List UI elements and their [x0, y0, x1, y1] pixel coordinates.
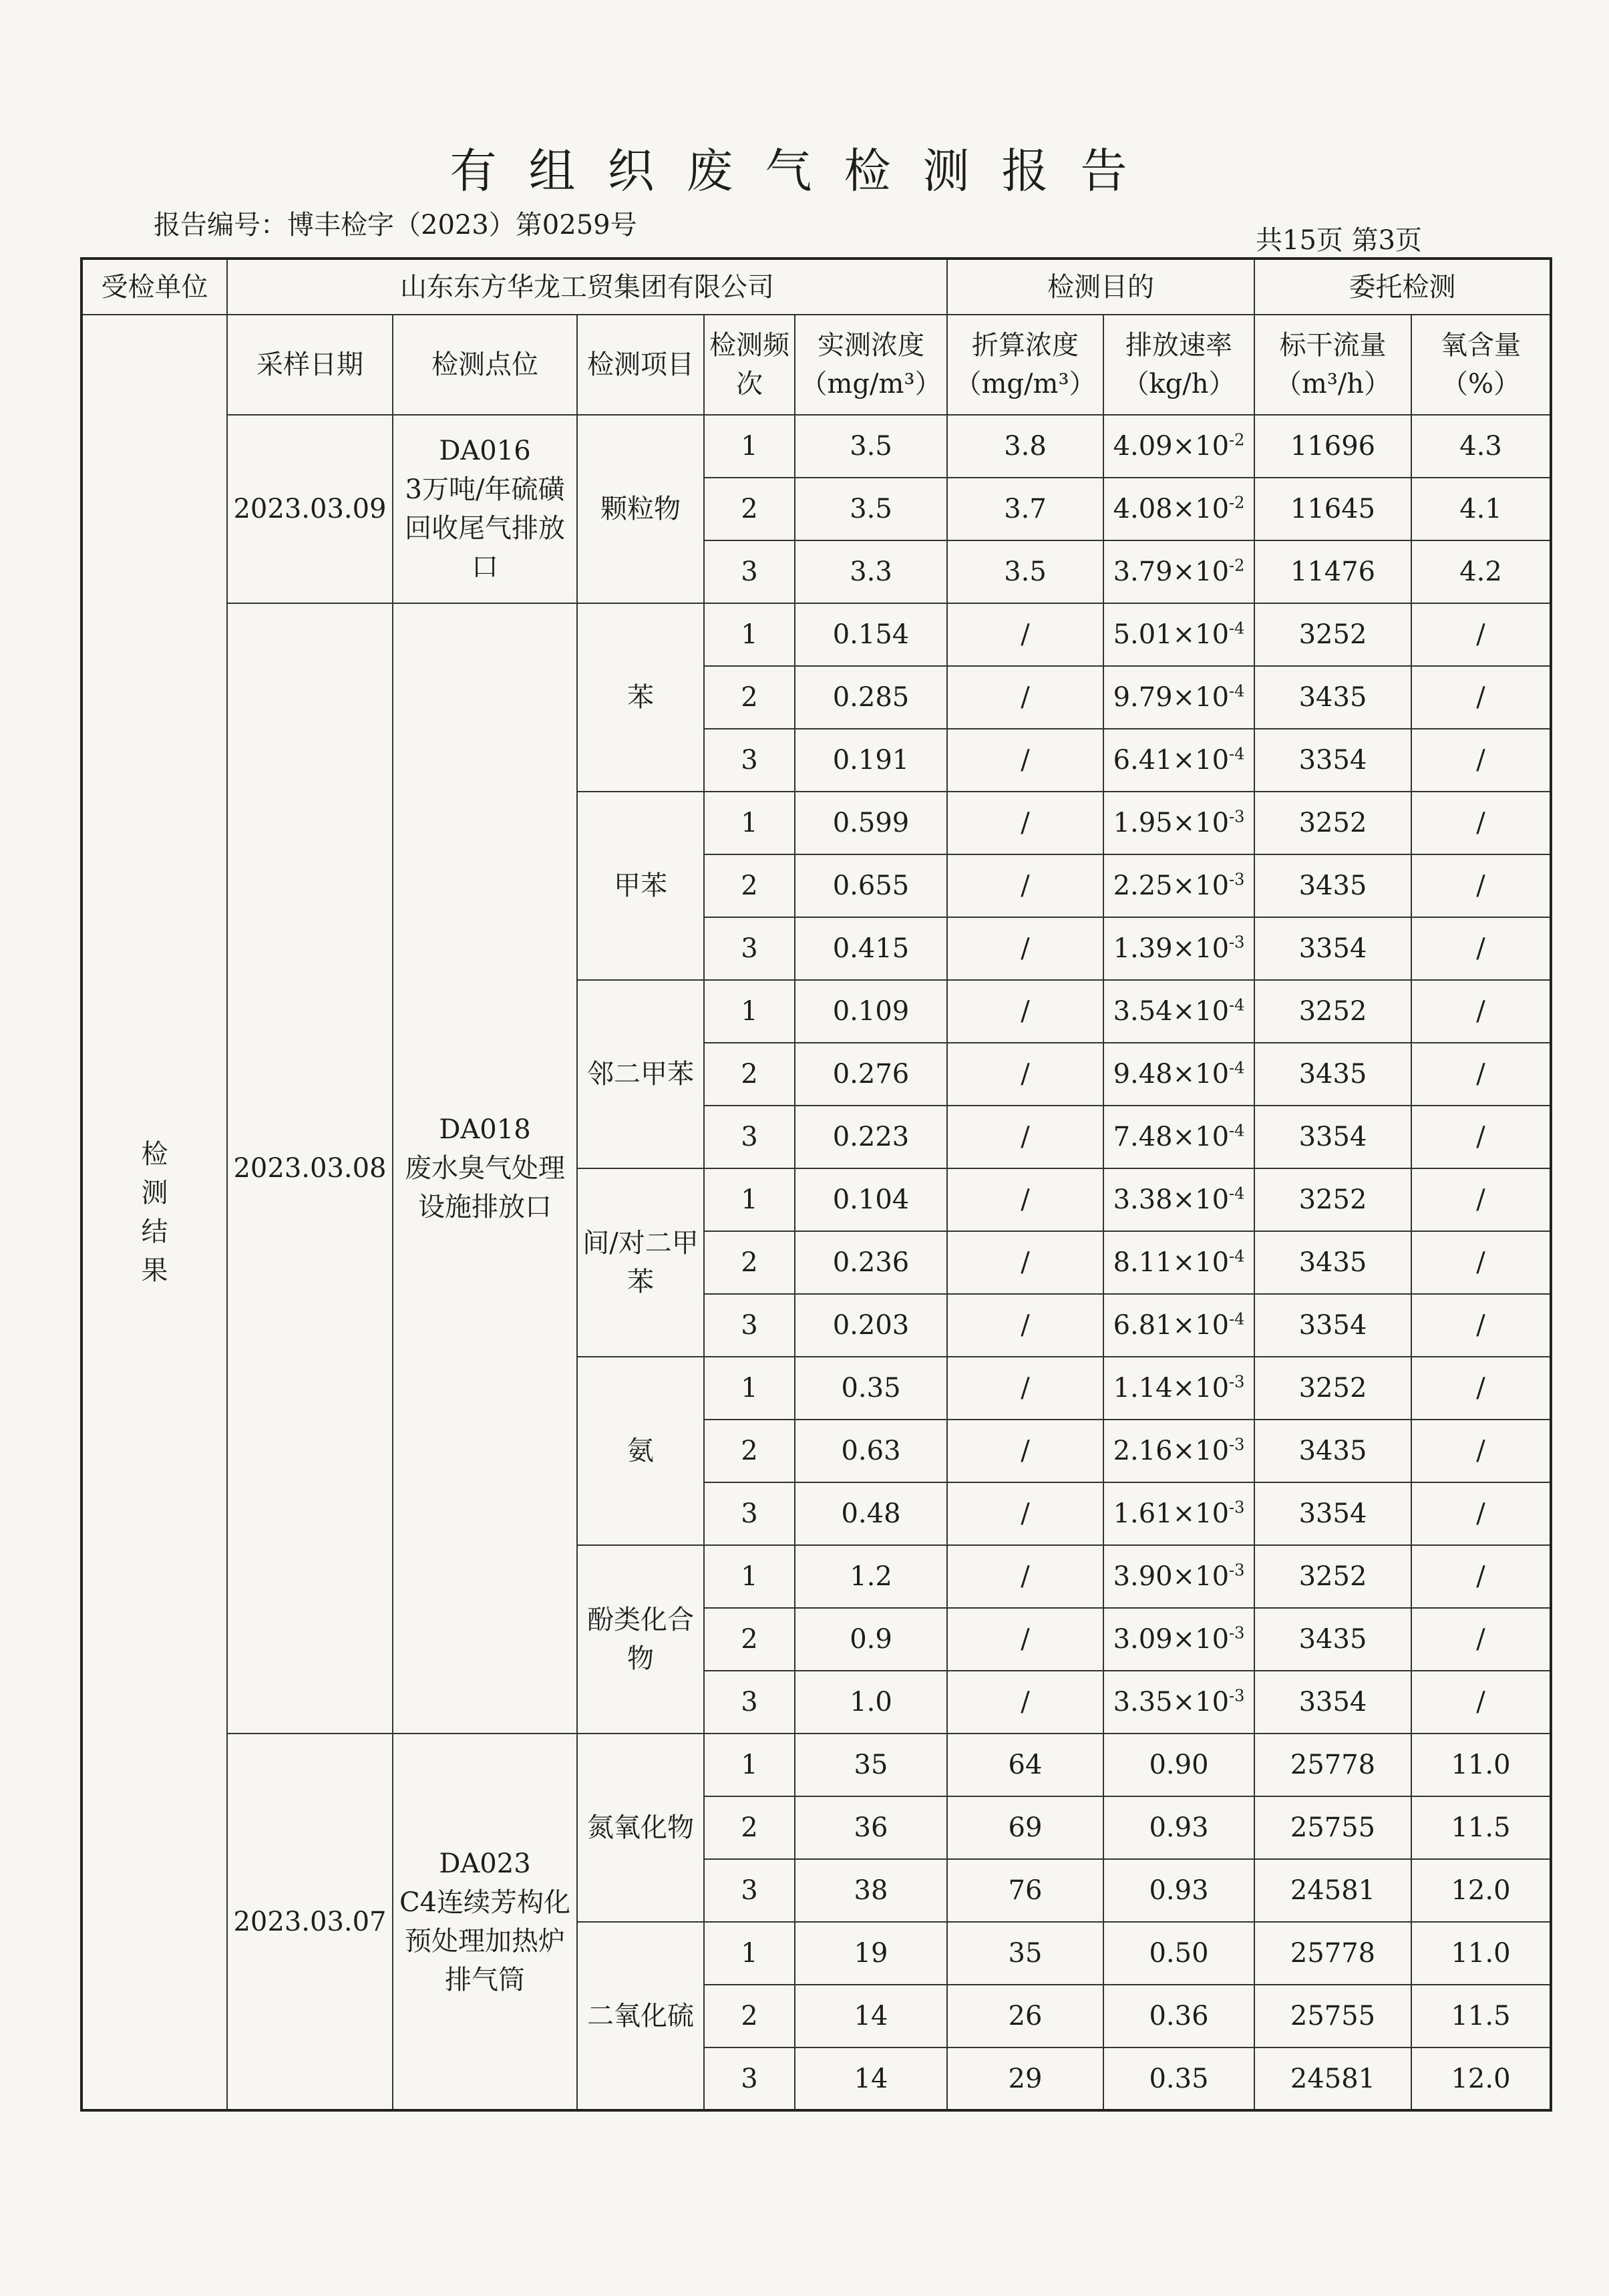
rate-exponent: -4	[1229, 1121, 1245, 1140]
col-flow: 标干流量 （m³/h）	[1254, 315, 1411, 415]
measured-cell: 0.63	[795, 1420, 947, 1482]
rate-exponent: -3	[1229, 1686, 1245, 1705]
rate-times: ×10	[1172, 1059, 1230, 1090]
test-item: 间/对二甲苯	[577, 1168, 704, 1357]
flow-cell: 3354	[1254, 1482, 1411, 1545]
rate-exponent: -3	[1229, 1561, 1245, 1580]
rate-exponent: -2	[1229, 493, 1245, 512]
freq-cell: 3	[704, 917, 795, 980]
rate-times: ×10	[1172, 494, 1230, 524]
rate-base: 5.01	[1113, 619, 1173, 650]
rate-base: 2.16	[1113, 1436, 1173, 1466]
flow-cell: 3435	[1254, 1420, 1411, 1482]
freq-cell: 2	[704, 1420, 795, 1482]
rate-exponent: -3	[1229, 1435, 1245, 1454]
rate-times: ×10	[1172, 996, 1230, 1027]
flow-cell: 3354	[1254, 1671, 1411, 1734]
flow-cell: 3435	[1254, 1231, 1411, 1294]
page-info: 共15页 第3页	[1256, 225, 1423, 256]
freq-cell: 3	[704, 540, 795, 603]
freq-cell: 1	[704, 1734, 795, 1796]
measured-cell: 0.223	[795, 1106, 947, 1168]
oxygen-cell: /	[1411, 603, 1551, 666]
rate-base: 0.93	[1149, 1875, 1209, 1906]
results-table	[80, 257, 1552, 2112]
sample-point-line: 废水臭气处理设施排放口	[405, 1153, 565, 1222]
sample-date: 2023.03.08	[227, 603, 393, 1734]
measured-cell: 0.655	[795, 854, 947, 917]
rate-times: ×10	[1172, 431, 1230, 462]
converted-cell: /	[947, 917, 1103, 980]
converted-cell: /	[947, 1106, 1103, 1168]
report-number: 报告编号：博丰检字（2023）第0259号	[154, 210, 637, 240]
rate-times: ×10	[1172, 1247, 1230, 1278]
rate-cell	[1103, 1922, 1254, 1985]
oxygen-cell: /	[1411, 1106, 1551, 1168]
rate-base: 8.11	[1113, 1247, 1173, 1278]
measured-cell: 0.191	[795, 729, 947, 792]
sample-point-line: DA018	[439, 1114, 531, 1145]
measured-cell: 3.5	[795, 415, 947, 478]
freq-cell: 3	[704, 1859, 795, 1922]
oxygen-cell: 11.0	[1411, 1734, 1551, 1796]
rate-cell	[1103, 1985, 1254, 2047]
flow-cell: 11476	[1254, 540, 1411, 603]
oxygen-cell: /	[1411, 854, 1551, 917]
rate-base: 1.39	[1113, 933, 1173, 964]
rate-cell	[1103, 1106, 1254, 1168]
converted-cell: /	[947, 666, 1103, 729]
table-row	[81, 1734, 1551, 1796]
measured-cell: 0.236	[795, 1231, 947, 1294]
col-measured-label: 实测浓度	[818, 330, 924, 361]
flow-cell: 3354	[1254, 917, 1411, 980]
purpose-value: 委托检测	[1254, 259, 1551, 315]
test-item: 苯	[577, 603, 704, 792]
oxygen-cell: 11.0	[1411, 1922, 1551, 1985]
rate-base: 1.95	[1113, 808, 1173, 838]
freq-cell: 1	[704, 1357, 795, 1420]
converted-cell: /	[947, 603, 1103, 666]
freq-cell: 1	[704, 415, 795, 478]
rate-times: ×10	[1172, 1498, 1230, 1529]
rate-exponent: -4	[1229, 1309, 1245, 1329]
rate-exponent: -4	[1229, 1058, 1245, 1078]
rate-base: 2.25	[1113, 870, 1173, 901]
rate-cell	[1103, 1420, 1254, 1482]
freq-cell: 3	[704, 2047, 795, 2110]
rate-times: ×10	[1172, 1184, 1230, 1215]
freq-cell: 2	[704, 1608, 795, 1671]
rate-times: ×10	[1172, 1436, 1230, 1466]
oxygen-cell: 4.1	[1411, 478, 1551, 540]
converted-cell: 64	[947, 1734, 1103, 1796]
freq-cell: 3	[704, 1106, 795, 1168]
flow-cell: 3435	[1254, 1608, 1411, 1671]
result-label-char: 结	[141, 1216, 168, 1247]
rate-cell	[1103, 1482, 1254, 1545]
col-oxygen: 氧含量 （%）	[1411, 315, 1551, 415]
freq-cell: 2	[704, 1985, 795, 2047]
rate-exponent: -4	[1229, 744, 1245, 764]
rate-cell	[1103, 478, 1254, 540]
freq-cell: 1	[704, 1168, 795, 1231]
flow-cell: 25778	[1254, 1734, 1411, 1796]
rate-base: 9.48	[1113, 1059, 1173, 1090]
rate-base: 4.08	[1113, 494, 1173, 524]
converted-cell: /	[947, 1482, 1103, 1545]
measured-cell: 3.5	[795, 478, 947, 540]
rate-base: 4.09	[1113, 431, 1173, 462]
sample-point	[393, 603, 577, 1734]
oxygen-cell: /	[1411, 1294, 1551, 1357]
sample-point-line: DA016	[439, 436, 531, 466]
rate-exponent: -3	[1229, 1623, 1245, 1643]
rate-cell	[1103, 1608, 1254, 1671]
rate-times: ×10	[1172, 1122, 1230, 1152]
oxygen-cell: 12.0	[1411, 1859, 1551, 1922]
converted-cell: /	[947, 1043, 1103, 1106]
freq-cell: 3	[704, 729, 795, 792]
converted-cell: 26	[947, 1985, 1103, 2047]
result-label	[81, 315, 227, 2110]
freq-cell: 2	[704, 1231, 795, 1294]
report-title: 有组织废气检测报告	[450, 144, 1159, 198]
rate-exponent: -4	[1229, 995, 1245, 1015]
oxygen-cell: /	[1411, 1357, 1551, 1420]
rate-times: ×10	[1172, 1373, 1230, 1404]
test-item: 酚类化合物	[577, 1545, 704, 1734]
col-date: 采样日期	[227, 315, 393, 415]
rate-base: 3.09	[1113, 1624, 1173, 1655]
col-flow-unit: m³/h	[1301, 369, 1365, 399]
measured-cell: 0.415	[795, 917, 947, 980]
rate-cell	[1103, 1043, 1254, 1106]
col-converted-label: 折算浓度	[972, 330, 1079, 361]
rate-base: 1.14	[1113, 1373, 1173, 1404]
rate-cell	[1103, 1545, 1254, 1608]
measured-cell: 0.203	[795, 1294, 947, 1357]
test-item: 甲苯	[577, 792, 704, 980]
oxygen-cell: /	[1411, 792, 1551, 854]
rate-cell	[1103, 1734, 1254, 1796]
rate-base: 3.35	[1113, 1687, 1173, 1717]
converted-cell: /	[947, 1671, 1103, 1734]
measured-cell: 1.2	[795, 1545, 947, 1608]
converted-cell: /	[947, 980, 1103, 1043]
sample-point-line: C4连续芳构化预处理加热炉排气筒	[399, 1887, 571, 1995]
freq-cell: 2	[704, 1796, 795, 1859]
rate-exponent: -3	[1229, 807, 1245, 826]
measured-cell: 0.599	[795, 792, 947, 854]
measured-cell: 14	[795, 2047, 947, 2110]
oxygen-cell: /	[1411, 729, 1551, 792]
rate-base: 3.38	[1113, 1184, 1173, 1215]
flow-cell: 3252	[1254, 792, 1411, 854]
converted-cell: 35	[947, 1922, 1103, 1985]
test-item: 氮氧化物	[577, 1734, 704, 1922]
rate-cell	[1103, 917, 1254, 980]
flow-cell: 3252	[1254, 1168, 1411, 1231]
sample-point	[393, 415, 577, 603]
col-point: 检测点位	[393, 315, 577, 415]
rate-cell	[1103, 729, 1254, 792]
converted-cell: /	[947, 729, 1103, 792]
flow-cell: 3354	[1254, 1294, 1411, 1357]
oxygen-cell: /	[1411, 1608, 1551, 1671]
sample-date: 2023.03.07	[227, 1734, 393, 2110]
rate-cell	[1103, 666, 1254, 729]
oxygen-cell: /	[1411, 1545, 1551, 1608]
col-converted: 折算浓度 （mg/m³）	[947, 315, 1103, 415]
col-rate-label: 排放速率	[1125, 330, 1232, 361]
table-row	[81, 415, 1551, 478]
converted-cell: /	[947, 1357, 1103, 1420]
converted-cell: 69	[947, 1796, 1103, 1859]
oxygen-cell: /	[1411, 917, 1551, 980]
col-item: 检测项目	[577, 315, 704, 415]
oxygen-cell: 11.5	[1411, 1985, 1551, 2047]
measured-cell: 14	[795, 1985, 947, 2047]
rate-times: ×10	[1172, 682, 1230, 713]
measured-cell: 0.104	[795, 1168, 947, 1231]
rate-exponent: -3	[1229, 1498, 1245, 1517]
rate-base: 0.93	[1149, 1812, 1209, 1843]
oxygen-cell: 11.5	[1411, 1796, 1551, 1859]
measured-cell: 3.3	[795, 540, 947, 603]
rate-base: 7.48	[1113, 1122, 1173, 1152]
rate-times: ×10	[1172, 1561, 1230, 1592]
col-measured: 实测浓度 （mg/m³）	[795, 315, 947, 415]
measured-cell: 0.285	[795, 666, 947, 729]
freq-cell: 2	[704, 1043, 795, 1106]
freq-cell: 1	[704, 980, 795, 1043]
converted-cell: /	[947, 792, 1103, 854]
rate-exponent: -4	[1229, 681, 1245, 701]
flow-cell: 3354	[1254, 729, 1411, 792]
rate-exponent: -3	[1229, 870, 1245, 889]
measured-cell: 0.9	[795, 1608, 947, 1671]
flow-cell: 25755	[1254, 1796, 1411, 1859]
oxygen-cell: /	[1411, 666, 1551, 729]
rate-cell	[1103, 1168, 1254, 1231]
test-item: 氨	[577, 1357, 704, 1545]
measured-cell: 0.154	[795, 603, 947, 666]
rate-base: 0.90	[1149, 1750, 1209, 1780]
freq-cell: 3	[704, 1482, 795, 1545]
measured-cell: 0.35	[795, 1357, 947, 1420]
rate-times: ×10	[1172, 808, 1230, 838]
converted-cell: /	[947, 1231, 1103, 1294]
converted-cell: /	[947, 1168, 1103, 1231]
sample-point-line: 3万吨/年硫磺回收尾气排放口	[405, 474, 565, 583]
converted-cell: 3.7	[947, 478, 1103, 540]
freq-cell: 3	[704, 1671, 795, 1734]
rate-base: 0.35	[1149, 2063, 1209, 2094]
oxygen-cell: /	[1411, 1482, 1551, 1545]
rate-base: 0.36	[1149, 2001, 1209, 2031]
rate-base: 3.90	[1113, 1561, 1173, 1592]
flow-cell: 3252	[1254, 1545, 1411, 1608]
freq-cell: 1	[704, 1545, 795, 1608]
oxygen-cell: 4.3	[1411, 415, 1551, 478]
converted-cell: 76	[947, 1859, 1103, 1922]
col-rate-unit: kg/h	[1149, 369, 1209, 399]
rate-times: ×10	[1172, 619, 1230, 650]
sample-point-line: DA023	[439, 1848, 531, 1879]
oxygen-cell: 4.2	[1411, 540, 1551, 603]
oxygen-cell: /	[1411, 1168, 1551, 1231]
rate-times: ×10	[1172, 1310, 1230, 1341]
flow-cell: 3435	[1254, 1043, 1411, 1106]
flow-cell: 24581	[1254, 1859, 1411, 1922]
rate-cell	[1103, 540, 1254, 603]
oxygen-cell: /	[1411, 1671, 1551, 1734]
flow-cell: 11696	[1254, 415, 1411, 478]
converted-cell: /	[947, 1294, 1103, 1357]
rate-exponent: -4	[1229, 1247, 1245, 1266]
flow-cell: 11645	[1254, 478, 1411, 540]
measured-cell: 0.109	[795, 980, 947, 1043]
rate-cell	[1103, 792, 1254, 854]
flow-cell: 3435	[1254, 666, 1411, 729]
rate-cell	[1103, 1231, 1254, 1294]
converted-cell: 29	[947, 2047, 1103, 2110]
freq-cell: 2	[704, 854, 795, 917]
measured-cell: 0.48	[795, 1482, 947, 1545]
freq-cell: 2	[704, 666, 795, 729]
flow-cell: 3435	[1254, 854, 1411, 917]
flow-cell: 3354	[1254, 1106, 1411, 1168]
oxygen-cell: /	[1411, 1043, 1551, 1106]
measured-cell: 1.0	[795, 1671, 947, 1734]
flow-cell: 24581	[1254, 2047, 1411, 2110]
rate-base: 3.79	[1113, 556, 1173, 587]
converted-cell: /	[947, 854, 1103, 917]
flow-cell: 3252	[1254, 980, 1411, 1043]
purpose-label: 检测目的	[947, 259, 1254, 315]
rate-cell	[1103, 1357, 1254, 1420]
rate-base: 0.50	[1149, 1938, 1209, 1969]
rate-cell	[1103, 1796, 1254, 1859]
rate-base: 9.79	[1113, 682, 1173, 713]
freq-cell: 1	[704, 792, 795, 854]
rate-times: ×10	[1172, 870, 1230, 901]
rate-times: ×10	[1172, 745, 1230, 776]
test-item: 邻二甲苯	[577, 980, 704, 1168]
oxygen-cell: 12.0	[1411, 2047, 1551, 2110]
rate-cell	[1103, 2047, 1254, 2110]
measured-cell: 0.276	[795, 1043, 947, 1106]
col-converted-unit: mg/m³	[981, 369, 1069, 399]
rate-cell	[1103, 1294, 1254, 1357]
rate-exponent: -3	[1229, 1372, 1245, 1391]
rate-base: 1.61	[1113, 1498, 1173, 1529]
rate-times: ×10	[1172, 1624, 1230, 1655]
rate-times: ×10	[1172, 1687, 1230, 1717]
oxygen-cell: /	[1411, 980, 1551, 1043]
measured-cell: 35	[795, 1734, 947, 1796]
sample-point	[393, 1734, 577, 2110]
result-label-char: 测	[141, 1177, 168, 1208]
converted-cell: /	[947, 1545, 1103, 1608]
flow-cell: 25755	[1254, 1985, 1411, 2047]
result-label-char: 检	[141, 1138, 168, 1170]
col-oxygen-label: 氧含量	[1441, 330, 1521, 361]
flow-cell: 3252	[1254, 603, 1411, 666]
rate-base: 6.41	[1113, 745, 1173, 776]
table-row	[81, 603, 1551, 666]
rate-cell	[1103, 415, 1254, 478]
unit-label: 受检单位	[81, 259, 227, 315]
rate-base: 3.54	[1113, 996, 1173, 1027]
rate-cell	[1103, 854, 1254, 917]
freq-cell: 2	[704, 478, 795, 540]
sample-date: 2023.03.09	[227, 415, 393, 603]
freq-cell: 1	[704, 603, 795, 666]
test-item: 二氧化硫	[577, 1922, 704, 2110]
result-label-char: 果	[141, 1255, 168, 1286]
col-rate: 排放速率 （kg/h）	[1103, 315, 1254, 415]
rate-exponent: -2	[1229, 430, 1245, 450]
flow-cell: 25778	[1254, 1922, 1411, 1985]
col-oxygen-unit: %	[1467, 369, 1493, 399]
rate-exponent: -4	[1229, 619, 1245, 638]
freq-cell: 3	[704, 1294, 795, 1357]
converted-cell: 3.8	[947, 415, 1103, 478]
rate-exponent: -2	[1229, 556, 1245, 575]
rate-base: 6.81	[1113, 1310, 1173, 1341]
col-freq: 检测频次	[704, 315, 795, 415]
col-flow-label: 标干流量	[1279, 330, 1387, 361]
measured-cell: 38	[795, 1859, 947, 1922]
freq-cell: 1	[704, 1922, 795, 1985]
rate-times: ×10	[1172, 556, 1230, 587]
col-measured-unit: mg/m³	[827, 369, 915, 399]
rate-cell	[1103, 1671, 1254, 1734]
measured-cell: 36	[795, 1796, 947, 1859]
rate-exponent: -3	[1229, 933, 1245, 952]
rate-exponent: -4	[1229, 1184, 1245, 1203]
rate-cell	[1103, 603, 1254, 666]
converted-cell: /	[947, 1608, 1103, 1671]
oxygen-cell: /	[1411, 1231, 1551, 1294]
rate-cell	[1103, 980, 1254, 1043]
oxygen-cell: /	[1411, 1420, 1551, 1482]
converted-cell: /	[947, 1420, 1103, 1482]
test-item: 颗粒物	[577, 415, 704, 603]
rate-cell	[1103, 1859, 1254, 1922]
rate-times: ×10	[1172, 933, 1230, 964]
unit-name: 山东东方华龙工贸集团有限公司	[227, 259, 947, 315]
measured-cell: 19	[795, 1922, 947, 1985]
flow-cell: 3252	[1254, 1357, 1411, 1420]
converted-cell: 3.5	[947, 540, 1103, 603]
